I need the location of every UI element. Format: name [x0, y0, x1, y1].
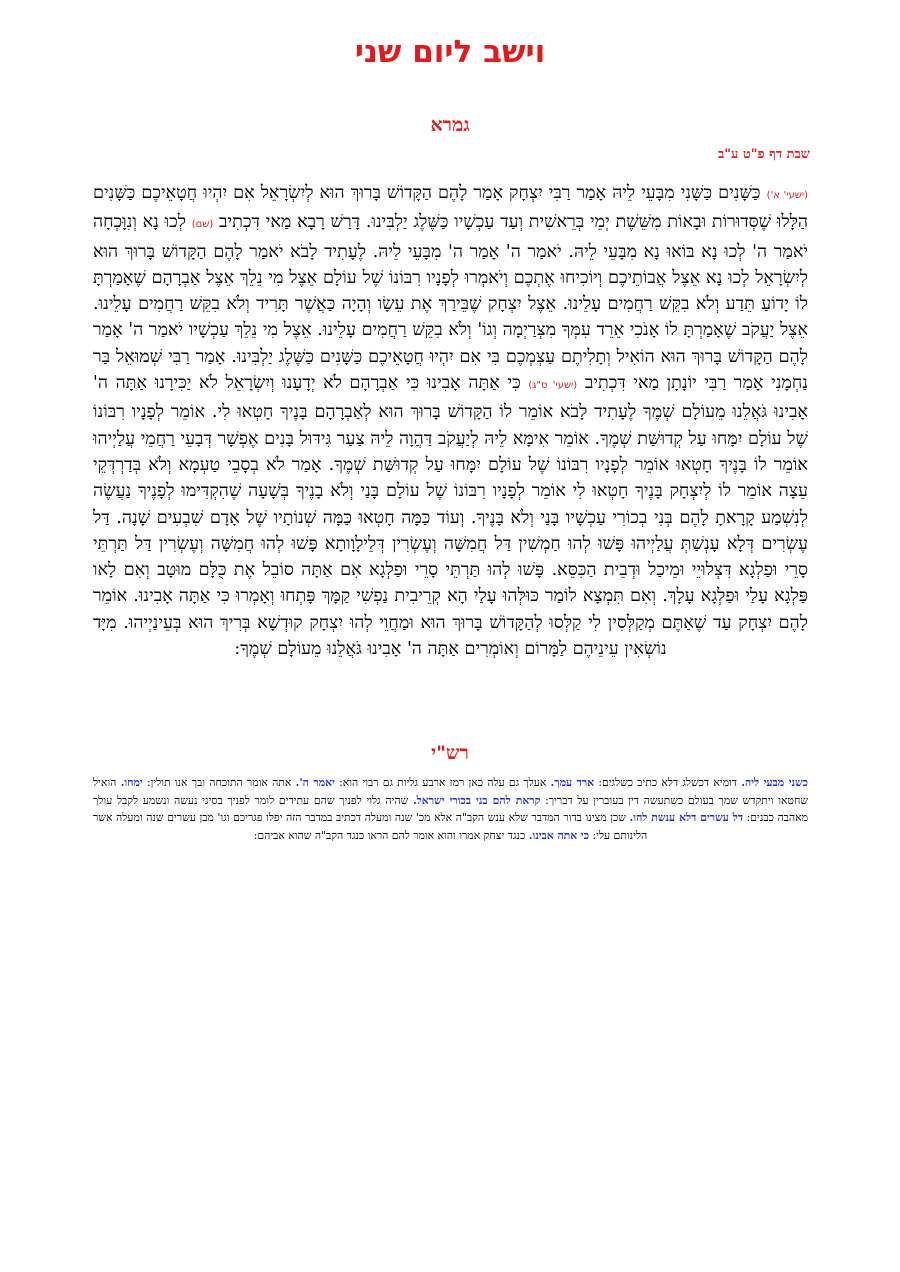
verse-citation: (שם)	[191, 219, 214, 231]
text-segment: הואיל שחטאו ויתקדש שמך בעולם כשתעשה דין בעוברין על דבריך:	[93, 776, 808, 807]
text-segment: דומיא דכשלג דלא כתיב כשלגים:	[594, 776, 742, 789]
dibur-hamatchil: יאמר ה'.	[295, 776, 335, 789]
text-segment: כנגד יצחק אמרו והוא אומר להם הראו כנגד הקב"ה שהוא אביהם:	[253, 828, 529, 842]
text-segment: שכן מצינו בדור המדבר שלא ענש הקב"ה אלא מכ' שנה ומעלה דכתיב במדבר הזה יפלו פגריכם וגו' מבן עשרים שנה ומעלה אשר הלינותם עלי:	[93, 811, 648, 842]
dibur-hamatchil: ימחו.	[120, 776, 143, 789]
verse-citation: (ישעי' ס"ג)	[528, 380, 578, 392]
text-segment: אעלך גם עלה כאן רמז ארבע גליות גם רבוי הוא:	[334, 776, 551, 789]
text-segment: שהיה גלוי לפניך שהם עתידים לומר לפניך בסיני נעשה ונשמע לקבל עולך מאהבה כבנים:	[93, 793, 808, 825]
text-segment: כִּי אַתָּה אָבִינוּ כִּי אַבְרָהָם לֹא יְדָעָנוּ וְיִשְׂרָאֵל לֹא יַכִּירָנוּ אַתָּה ה' אָבִינוּ גֹּאֲלֵנוּ מֵעוֹלָם שְׁמֶךָ לֶעָתִיד לָבֹא אוֹמֵר לוֹ הַקָּדוֹשׁ בָּרוּךְ הוּא לְאַבְרָהָם בָּנֶיךָ חָטְאוּ לִי. אוֹמֵר לְפָנָיו רִבּוֹנוֹ שֶׁל עוֹלָם יִמָּחוּ עַל קְדוּשַּׁת שְׁמֶךָ. אוֹמֵר אִימָּא לֵיהּ לְיַעֲקֹב דַּהֲוָה לֵיהּ צַעַר גִּידּוּל בָּנִים אֶפְשָׁר דְּבָעֵי רַחֲמֵי עֲלַיְיהוּ אוֹמֵר לוֹ בָּנֶיךָ חָטְאוּ אוֹמֵר לְפָנָיו רִבּוֹנוֹ שֶׁל עוֹלָם יִמָּחוּ עַל קְדוּשַּׁת שְׁמֶךָ. אָמַר לֹא בְסָבֵי טַעְמָא וְלֹא בְּדַרְדְּקֵי עֵצָה אוֹמֵר לוֹ לְיִצְחָק בָּנֶיךָ חָטְאוּ לִי אוֹמֵר לְפָנָיו רִבּוֹנוֹ שֶׁל עוֹלָם בָּנַי וְלֹא בָנֶיךָ בְּשָׁעָה שֶׁהִקְדִּימוּ לְפָנֶיךָ נַעֲשֶׂה לְנִשְׁמַע קָרָאתָ לָהֶם בְּנִי בְכוֹרִי עַכְשָׁיו בָּנַי וְלֹא בָּנֶיךָ. וְעוֹד כַּמָּה חָטְאוּ כַּמָּה שְׁנוֹתָיו שֶׁל אָדָם שִׁבְעִים שָׁנָה. דַּל עֶשְׂרִים דְּלָא עָנְשַׁתְּ עֲלַיְיהוּ פָּשׁוּ לְהוּ חַמְשִׁין דַּל חֲמִשָּׁה וְעֶשְׂרִין דְּלֵילָוָותָא פָּשׁוּ לְהוּ חֲמִשָּׁה וְעֶשְׂרִין דַּל תַּרְתֵּי סָרֵי וּפַלְגָא דִּצְלוּיֵי וּמֵיכַל וּדְבֵית הַכִּסֵּא. פָּשׁוּ לְהוּ תַּרְתֵּי סָרֵי וּפַלְגָא אִם אַתָּה סוֹבֵל אֶת כֻּלָּם מוּטָב וְאִם לָאו פַּלְגָא עָלַי וּפַלְגָא עָלָךְ. וְאִם תִּמְצָא לוֹמַר כּוּלְּהוּ עָלַי הָא קְרֵיבִית נַפְשִׁי קַמָּךְ פָּתְחוּ וְאָמְרוּ כִּי אַתָּה אָבִינוּ. אוֹמֵר לָהֶם יִצְחָק עַד שֶׁאַתֶּם מְקַלְּסִין לִי קַלְּסוּ לְהַקָּדוֹשׁ בָּרוּךְ הוּא וּמַחֲוֵי לְהוּ יִצְחָק קוּדְשָׁא בְּרִיךְ הוּא בְּעֵינַיְיהוּ. מִיָּד נוֹשְׂאִין עֵינֵיהֶם לַמָּרוֹם וְאוֹמְרִים אַתָּה ה' אָבִינוּ גֹּאֲלֵנוּ מֵעוֹלָם שְׁמֶךָ:	[93, 373, 808, 660]
rashi-text	[93, 774, 808, 844]
page-title: וישב ליום שני	[354, 34, 546, 70]
verse-citation: (ישעי' א')	[766, 190, 808, 201]
gemara-source-reference: שבת דף פ"ט ע"ב	[717, 147, 810, 162]
dibur-hamatchil: דל עשרים דלא ענשת להו.	[629, 811, 744, 825]
rashi-heading: רש"י	[431, 742, 469, 764]
dibur-hamatchil: כי אתה אבינו.	[528, 828, 590, 842]
dibur-hamatchil: קראת להם בני בכורי ישראל.	[412, 793, 541, 807]
gemara-heading: גמרא	[430, 114, 470, 136]
dibur-hamatchil: כשני מבעי ליה.	[741, 776, 808, 789]
dibur-hamatchil: ארד עמך.	[550, 776, 595, 789]
text-segment: אתה אומר התוכחה ובך אנו תולין:	[142, 776, 296, 789]
gemara-text	[93, 180, 808, 662]
text-segment: כַּשָּׁנִים כַּשָּׁנִי מִבָּעֵי לֵיהּ אָמַר רַבִּי יִצְחָק אָמַר לָהֶם הַקָּדוֹשׁ בָּרוּךְ הוּא לְיִשְׂרָאֵל אִם יִהְיוּ חֲטָאֵיכֶם כַּשָּׁנִים הַלָּלוּ שֶׁסְּדוּרוֹת וּבָאוֹת מִשֵּׁשֶׁת יְמֵי בְּרֵאשִׁית וְעַד עַכְשָׁיו כַּשֶּׁלֶג יַלְבִּינוּ. דָּרַשׁ רָבָא מַאי דִּכְתִיב	[93, 183, 808, 233]
text-segment: לְכוּ נָא וְנִוָּכְחָה יֹאמַר ה' לְכוּ נָא בּוֹאוּ נָא מִבָּעֵי לֵיהּ. יֹאמַר ה' אָמַר ה' מִבָּעֵי לֵיהּ. לֶעָתִיד לָבֹא יֹאמַר לָהֶם הַקָּדוֹשׁ בָּרוּךְ הוּא לְיִשְׂרָאֵל לְכוּ נָא אֵצֶל אֲבוֹתֵיכֶם וְיוֹכִיחוּ אֶתְכֶם וְיֹאמְרוּ לְפָנָיו רִבּוֹנוֹ שֶׁל עוֹלָם אֵצֶל מִי נֵלֵךְ אֵצֶל אַבְרָהָם שֶׁאָמַרְתָּ לוֹ יָדוֹעַ תֵּדַע וְלֹא בִקֵּשׁ רַחֲמִים עָלֵינוּ. אֵצֶל יִצְחָק שֶׁבֵּירַךְ אֶת עֵשָׂו וְהָיָה כַּאֲשֶׁר תָּרִיד וְלֹא בִקֵּשׁ רַחֲמִים עָלֵינוּ. אֵצֶל יַעֲקֹב שֶׁאָמַרְתָּ לוֹ אָנֹכִי אֵרֵד עִמְּךָ מִצְרַיְמָה וְגוֹ' וְלֹא בִקֵּשׁ רַחֲמִים עָלֵינוּ. אֵצֶל מִי נֵלֵךְ עַכְשָׁיו יֹאמַר ה' אָמַר לָהֶם הַקָּדוֹשׁ בָּרוּךְ הוּא הוֹאִיל וְתָלִיתֶם עַצְמְכֶם בִּי אִם יִהְיוּ חֲטָאֵיכֶם כַּשָּׁנִים כַּשֶּׁלֶג יַלְבִּינוּ. אָמַר רַבִּי שְׁמוּאֵל בַּר נַחְמָנִי אָמַר רַבִּי יוֹנָתָן מַאי דִּכְתִיב	[93, 212, 808, 394]
